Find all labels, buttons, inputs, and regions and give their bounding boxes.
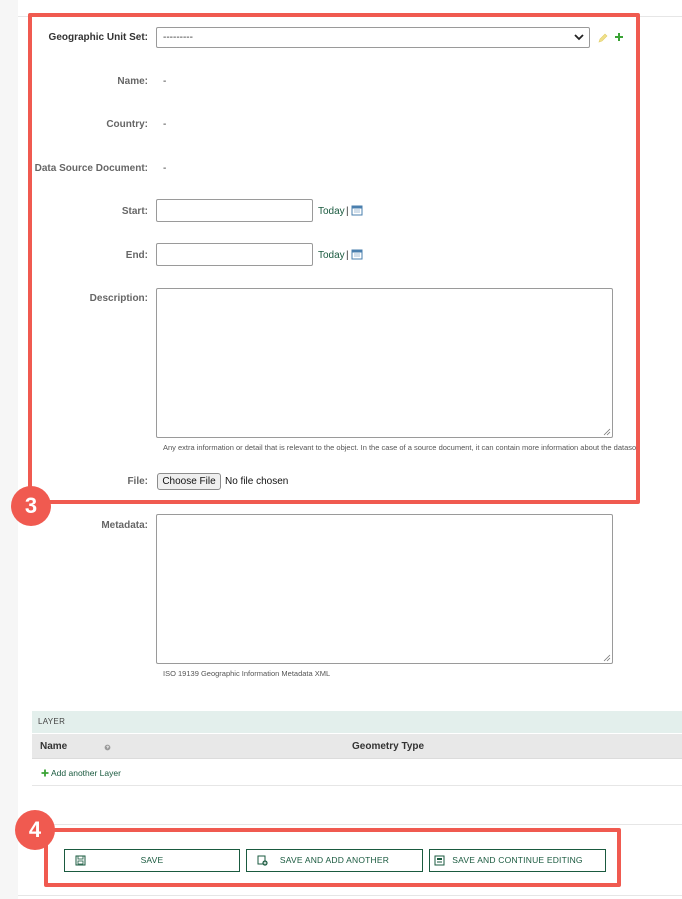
- column-name: Name: [40, 741, 68, 752]
- end-label: End:: [125, 250, 148, 261]
- help-icon: [104, 744, 111, 751]
- geo-unit-set-label: Geographic Unit Set:: [48, 32, 148, 43]
- metadata-textarea[interactable]: [156, 514, 613, 664]
- bottom-divider: [18, 895, 682, 896]
- page-gutter: [0, 0, 18, 899]
- metadata-label: Metadata:: [101, 520, 148, 531]
- end-separator: |: [346, 250, 349, 261]
- save-add-another-label: SAVE AND ADD ANOTHER: [279, 855, 390, 865]
- country-value: -: [163, 119, 167, 130]
- data-source-value: -: [163, 163, 167, 174]
- name-label: Name:: [117, 76, 148, 87]
- callout-box-3: [28, 13, 640, 504]
- description-help: Any extra information or detail that is relevant to the object. In the case of a source document, it can contain more information about the dataso: [163, 443, 637, 452]
- data-source-label: Data Source Document:: [34, 163, 148, 174]
- layer-inline-header: LAYER: [32, 711, 682, 733]
- resize-grip-icon[interactable]: [603, 654, 611, 662]
- add-layer-row: [32, 760, 682, 786]
- submit-divider: [18, 824, 682, 825]
- callout-badge-3: 3: [11, 486, 51, 526]
- country-label: Country:: [106, 119, 148, 130]
- column-geometry-type: Geometry Type: [352, 741, 425, 752]
- file-label: File:: [127, 476, 148, 487]
- description-label: Description:: [89, 293, 148, 304]
- metadata-help: ISO 19139 Geographic Information Metadata XML: [163, 669, 331, 678]
- start-today-link[interactable]: Today: [318, 206, 345, 217]
- file-status: No file chosen: [225, 476, 289, 487]
- layer-column-header: [32, 734, 682, 759]
- end-today-link[interactable]: Today: [318, 250, 345, 261]
- add-another-layer-link[interactable]: Add another Layer: [51, 768, 121, 778]
- start-separator: |: [346, 206, 349, 217]
- add-icon[interactable]: [41, 769, 49, 777]
- choose-file-button[interactable]: Choose File: [157, 473, 221, 490]
- name-value: -: [163, 76, 167, 87]
- save-button-label: SAVE: [140, 855, 164, 865]
- geo-unit-set-value: ---------: [163, 32, 193, 43]
- callout-box-4: [44, 828, 621, 887]
- save-continue-label: SAVE AND CONTINUE EDITING: [452, 855, 583, 865]
- start-label: Start:: [121, 206, 148, 217]
- callout-badge-4: 4: [15, 810, 55, 850]
